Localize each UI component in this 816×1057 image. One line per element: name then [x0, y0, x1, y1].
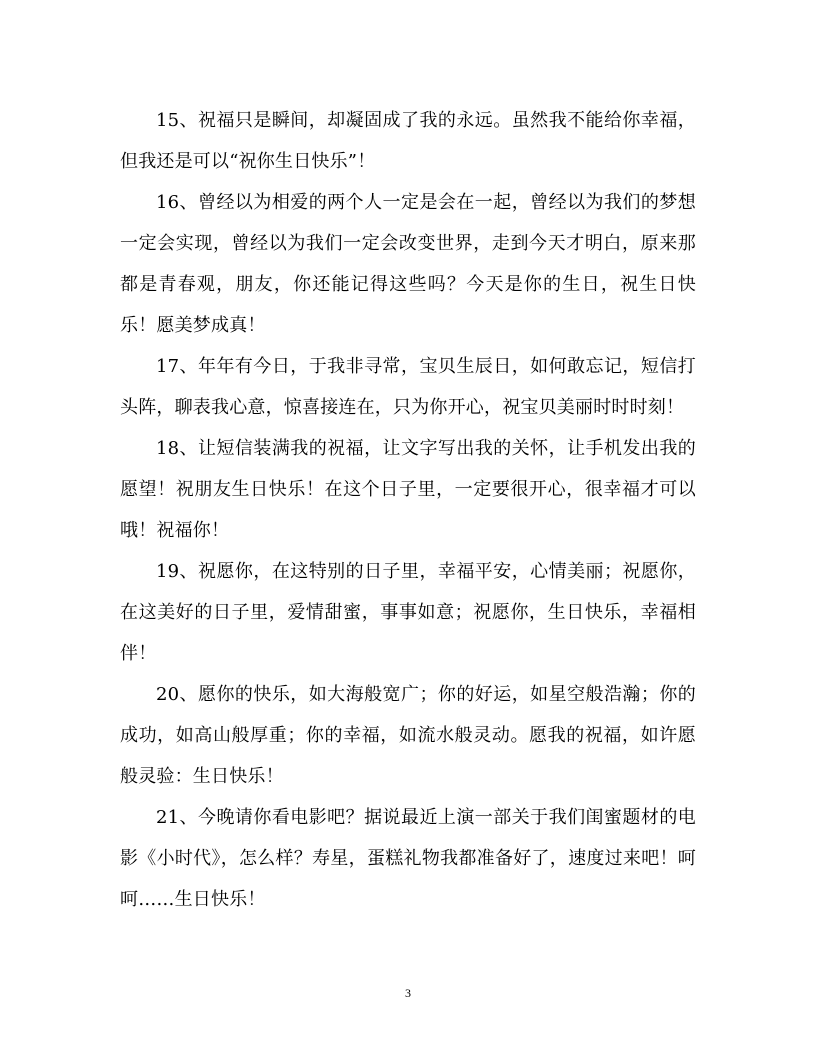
paragraph-18: 18、让短信装满我的祝福，让文字写出我的关怀，让手机发出我的愿望！祝朋友生日快乐！在这个日子里，一定要很开心，很幸福才可以哦！祝福你！ — [120, 438, 696, 541]
paragraph-15: 15、祝福只是瞬间，却凝固成了我的永远。虽然我不能给你幸福，但我还是可以“祝你生日快乐”！ — [120, 110, 696, 172]
paragraph-20: 20、愿你的快乐，如大海般宽广；你的好运，如星空般浩瀚；你的成功，如高山般厚重；你的幸福，如流水般灵动。愿我的祝福，如许愿般灵验：生日快乐！ — [120, 684, 696, 787]
paragraph-17: 17、年年有今日，于我非寻常，宝贝生辰日，如何敢忘记，短信打头阵，聊表我心意，惊喜接连在，只为你开心，祝宝贝美丽时时时刻！ — [120, 356, 696, 418]
paragraph-16: 16、曾经以为相爱的两个人一定是会在一起，曾经以为我们的梦想一定会实现，曾经以为我们一定会改变世界，走到今天才明白，原来那都是青春观，朋友，你还能记得这些吗？今天是你的生日，祝生日快乐！愿美梦成真！ — [120, 192, 696, 336]
document-body — [120, 100, 696, 920]
page-number: 3 — [405, 986, 411, 1000]
paragraph-21: 21、今晚请你看电影吧？据说最近上演一部关于我们闺蜜题材的电影《小时代》，怎么样？寿星，蛋糕礼物我都准备好了，速度过来吧！呵呵……生日快乐！ — [120, 807, 696, 910]
paragraph-19: 19、祝愿你，在这特别的日子里，幸福平安，心情美丽；祝愿你，在这美好的日子里，爱情甜蜜，事事如意；祝愿你，生日快乐，幸福相伴！ — [120, 561, 696, 664]
